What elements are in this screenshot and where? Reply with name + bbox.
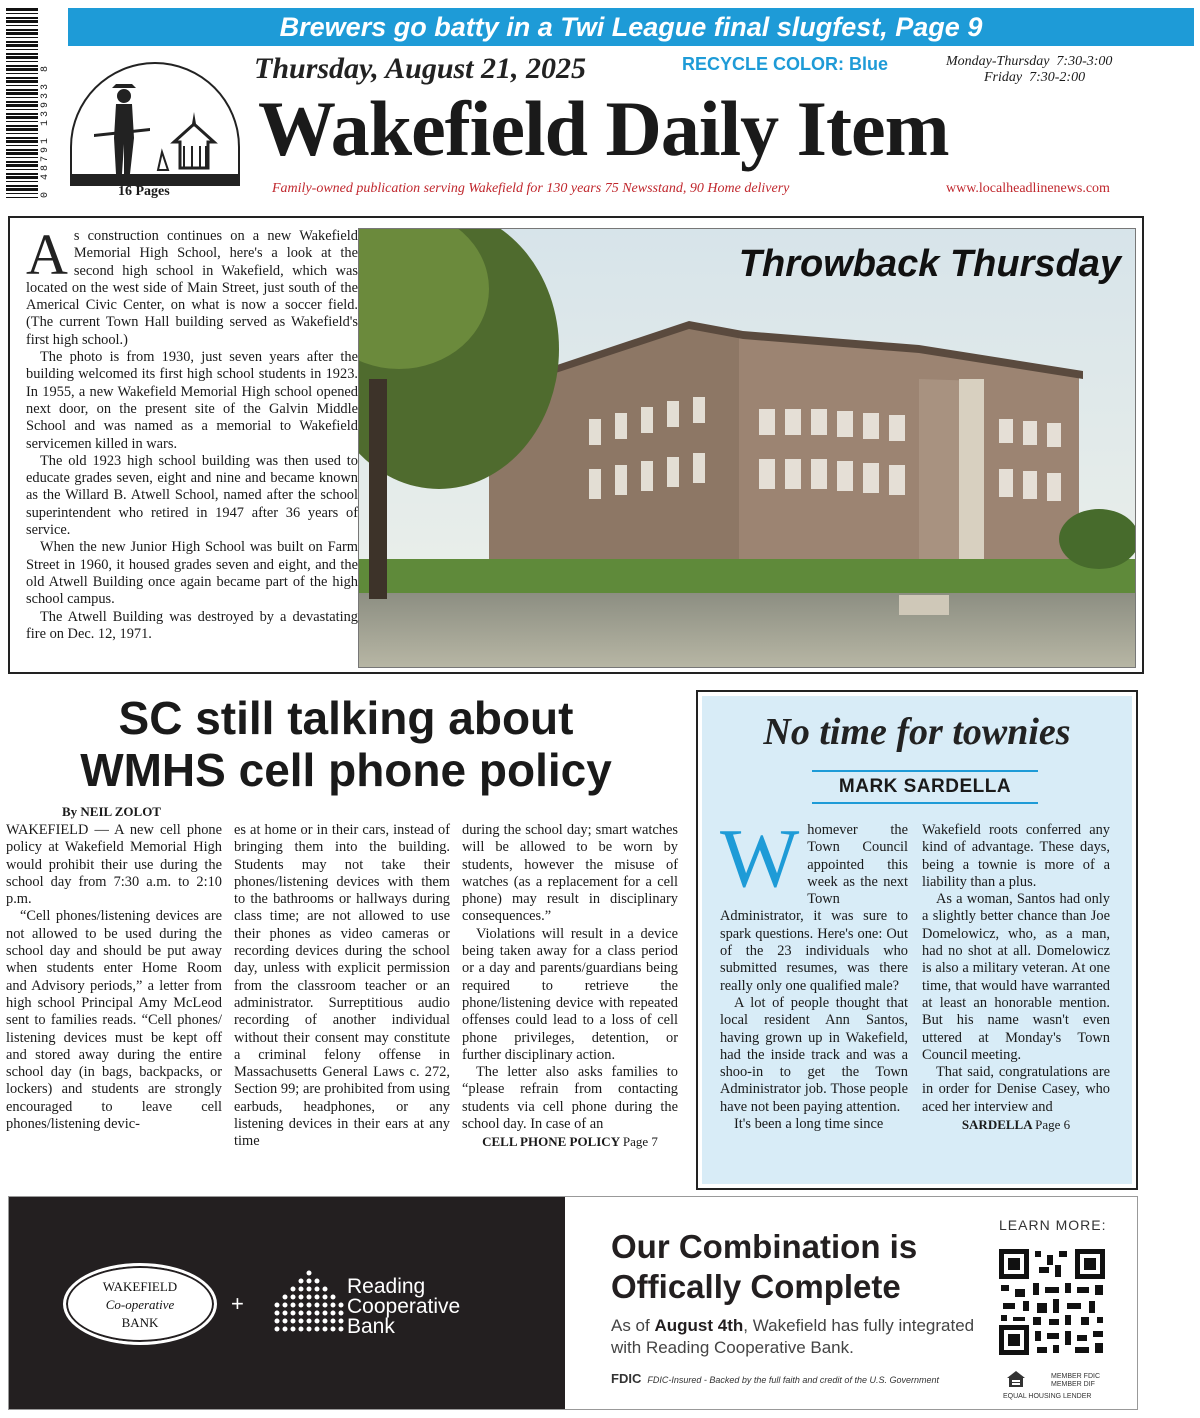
equal-housing-label: EQUAL HOUSING LENDER [1003,1393,1092,1400]
story-byline: By NEIL ZOLOT [62,804,161,819]
drop-cap: A [26,222,68,287]
issue-date: Thursday, August 21, 2025 [254,52,587,85]
throwback-paragraph: The Atwell Building was destroyed by a devastating fire on Dec. 12, 1971. [26,608,358,642]
throwback-heading: Throwback Thursday [738,243,1121,285]
story-paragraph: during the school day; smart watches will be allowed to be worn by students, however the misuse of watches (as a replacement for a cell phone) may result in disciplinary consequences.” [462,822,678,925]
throwback-paragraph: The old 1923 high school building was then used to educate grades seven, eight and nine and became known as the Willard B. Atwell School, named after the school superintendent who retired in 1947 after 36 years of service. [26,452,358,539]
throwback-box [8,216,1144,674]
ad-headline: Our Combination is Offically Complete [611,1228,918,1305]
drop-cap-w: W [720,812,800,905]
story-column-1 [6,822,222,1133]
office-hours [946,54,1196,86]
barcode [6,8,58,204]
page-count: 16 Pages [118,184,170,199]
learn-more-label: LEARN MORE: [999,1217,1107,1233]
minuteman-logo [70,62,240,186]
recycle-color: RECYCLE COLOR: Blue [682,54,889,74]
wakefield-bank-logo: WAKEFIELD Co-operative BANK [63,1263,217,1345]
hours-friday: Friday 7:30-2:00 [984,70,1086,85]
story-paragraph: WAKEFIELD — A new cell phone policy at Wakefield Memorial High would prohibit their use during the school day from 7:30 a.m. to 2:10 p.m. [6,822,222,908]
story-headline[interactable]: SC still talking about WMHS cell phone policy [80,692,612,796]
story-paragraph: es at home or in their cars, instead of bringing them into the building. Students may not take their phones/listening devices with them to the bathrooms or hallways during class time; are not allowed to use their phones as video cameras or recording devices during the school day, unless with explicit permission from the classroom teacher or an administrator. Surreptitious audio recording of another individual without their consent may constitute a criminal felony offense in Massachusetts General Laws c. 272, Section 99; are prohibited from using earbuds, headphones, or any listening devices in their ears at any time [234,822,450,1150]
member-fdic-label: MEMBER FDIC MEMBER DIF [1051,1373,1100,1388]
column-author: MARK SARDELLA [812,770,1038,804]
top-banner[interactable]: Brewers go batty in a Twi League final slugfest, Page 9 [68,8,1194,46]
plus-icon: + [231,1291,244,1316]
column-col-2 [922,822,1110,1133]
column-paragraph: Wakefield roots conferred any kind of advantage. These days, being a townie is more of a liability than a plus. [922,822,1110,890]
throwback-paragraph: The photo is from 1930, just seven years after the building welcomed its first high school students in 1923. In 1955, a new Wakefield Memorial High school opened next door, on the present site of the Galvin Middle School and was named as a memorial to Wakefield servicemen killed in wars. [26,349,358,452]
school-building-image [359,229,1136,668]
barcode-digits: 0 48791 13933 8 [40,62,51,198]
column-col-1 [720,812,908,1133]
column-paragraph: As a woman, Santos had only a slightly better chance than Joe Domelowicz, who, as a man, had no shot at all. Domelowicz is also a military veteran. At one time, that would have warranted at least an honorable mention. But his name wasn't even uttered at Monday's Town Council meeting. [922,891,1110,1063]
column-paragraph: It's been a long time since [734,1116,884,1133]
story-paragraph: “Cell phones/listening devices are not allowed to be used during the school day and should be put away when students enter Home Room and Advisory periods,” a letter from high school Principal Amy McLeod sent to families reads. “Cell phones/ listening devices must be kept off and stored away during the entire school day (in bags, backpacks, or lockers) and students are strongly encouraged to leave cell phones/listening devic- [6,908,222,1133]
qr-code-icon[interactable] [997,1247,1107,1357]
ad-right-panel [565,1197,1137,1409]
equal-housing-icon [1005,1369,1027,1391]
throwback-paragraph: When the new Junior High School was built on Farm Street in 1960, it housed grades seven and eight, and the old Atwell Building once again became part of the high school campus. [26,539,358,608]
tagline: Family-owned publication serving Wakefield for 130 years 75 Newsstand, 90 Home delivery [272,181,790,196]
website-link[interactable]: www.localheadlinenews.com [946,181,1110,196]
fdic-logo: FDIC [611,1371,642,1386]
ad-body-text: As of August 4th, Wakefield has fully integrated with Reading Cooperative Bank. [611,1316,975,1357]
column-jump-link[interactable]: SARDELLA Page 6 [961,1117,1071,1133]
reading-bank-name: Reading Cooperative Bank [347,1275,461,1338]
story-jump-link[interactable]: CELL PHONE POLICY Page 7 [482,1134,658,1150]
column-title[interactable]: No time for townies [763,711,1071,753]
barcode-bars [6,8,38,198]
hours-weekday: Monday-Thursday 7:30-3:00 [946,54,1113,69]
reading-bank-dots-icon [271,1269,347,1335]
story-paragraph: The letter also asks families to “please refrain from contacting students via cell phone during the school day. In case of an [462,1064,678,1133]
throwback-text [26,222,358,643]
school-photo[interactable] [358,228,1136,668]
bank-advertisement[interactable] [8,1196,1138,1410]
fdic-notice: FDIC FDIC-Insured - Backed by the full faith and credit of the U.S. Government [611,1371,939,1386]
opinion-column-box [696,690,1138,1190]
story-column-2 [234,822,450,1151]
story-paragraph: Violations will result in a device being taken away for a class period or a day and parents/guardians being required to retrieve the phone/listening device with repeated offenses could lead to a loss of cell phone privileges, detention, or further disciplinary action. [462,925,678,1063]
story-column-3 [462,822,678,1151]
minuteman-logo-icon [72,64,240,186]
column-paragraph: Whomever the Town Council appointed this week as the next Town Administrator, it was sure to spark questions. Here's one: Out of the 23 individuals who submitted resumes, was there really only one qualified male? [720,812,908,994]
newspaper-title: Wakefield Daily Item [258,85,949,172]
throwback-paragraph: As construction continues on a new Wakefield Memorial High School, here's a look at the second high school in Wakefield, which was located on the west side of Main Street, just south of the Americal Civic Center, on what is now a soccer field. (The current Town Hall building served as Wakefield's first high school.) [26,222,358,348]
column-paragraph: A lot of people thought that local resident Ann Santos, having grown up in Wakefield, had the inside track and was a shoo-in to get the Town Administrator job. Those people have not been paying attention. [720,994,908,1115]
column-paragraph: That said, congratulations are in order for Denise Casey, who aced her interview and [922,1064,1110,1115]
ad-left-panel [9,1197,565,1409]
